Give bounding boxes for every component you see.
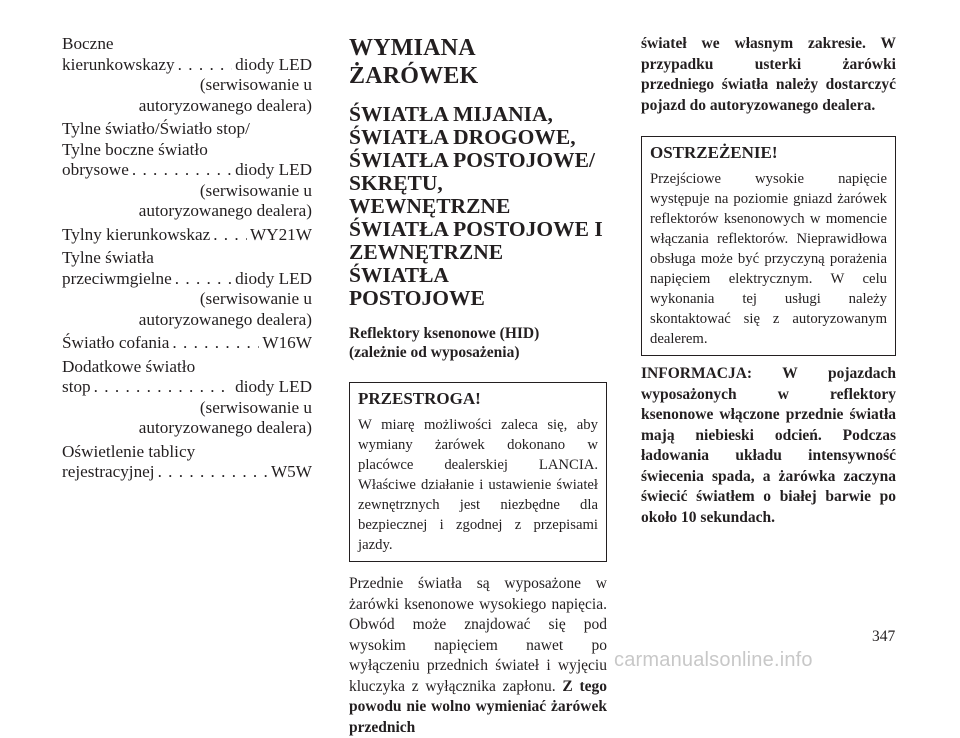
heading-line: Reflektory ksenonowe (HID) (349, 325, 540, 342)
bulb-entry (62, 442, 312, 483)
xenon-paragraph-normal: Przednie światła są wyposażone w żarówki ksenonowe wysokiego napięcia. Obwód może znajdować się pod wysokim napięciem nawet po wyłączeniu przednich świateł i wyjęciu kluczyka z wyłącznika zapłonu. (349, 575, 607, 695)
bulb-label: stop (62, 377, 91, 396)
bulb-label: Światło cofania (62, 333, 170, 352)
caution-body: W miarę możliwości zaleca się, aby wymiany żarówek dokonano w placówce dealerskiej LANCIA. Właściwe działanie i ustawienie świateł zewnętrznych jest niezbędne dla bezpiecznej i zgodnej z przepisami jazdy. (358, 417, 598, 553)
warning-box (641, 136, 896, 356)
bulb-entry (62, 357, 312, 439)
bulb-label: Tylny kierunkowskaz (62, 224, 211, 244)
right-column (641, 34, 896, 528)
bulb-label: kierunkowskazy (62, 54, 175, 74)
bulb-label: Tylne światła (62, 248, 154, 267)
dot-leader (132, 160, 232, 181)
caution-title: PRZESTROGA! (358, 389, 481, 408)
bulb-entry (62, 225, 312, 246)
heading-line: ŚWIATŁA DROGOWE, (349, 125, 576, 149)
bulb-label: Boczne (62, 34, 114, 53)
section-title: WYMIANA ŻARÓWEK (349, 35, 479, 89)
bulb-table (62, 34, 312, 486)
bulb-note: autoryzowanego dealera) (138, 418, 312, 437)
bulb-row (62, 269, 312, 290)
bulb-value: diody LED (235, 54, 312, 74)
dot-leader (172, 333, 259, 354)
bulb-label: Tylne światło/Światło stop/ (62, 119, 250, 138)
bulb-note: (serwisowanie u (199, 180, 312, 200)
xenon-paragraph-bold-continued: świateł we własnym zakresie. W przypadku usterki żarówki przedniego światła należy dostarczyć pojazd do autoryzowanego dealera. (641, 35, 896, 114)
watermark: carmanualsonline.info (614, 649, 813, 671)
bulb-row (62, 225, 312, 246)
bulb-value: diody LED (235, 268, 312, 288)
dot-leader (213, 225, 247, 246)
dot-leader (94, 377, 232, 398)
xenon-paragraph (349, 574, 607, 738)
bulb-row (62, 462, 312, 483)
bulb-value: WY21W (249, 224, 312, 244)
bulb-entry (62, 34, 312, 116)
heading-line: ŚWIATŁA MIJANIA, (349, 102, 553, 126)
bulb-label: obrysowe (62, 160, 129, 179)
bulb-value: W5W (270, 462, 312, 481)
bulb-note: autoryzowanego dealera) (138, 201, 312, 220)
bulb-value: diody LED (235, 160, 312, 179)
bulb-row (62, 160, 312, 181)
bulb-entry (62, 333, 312, 354)
heading-line: POSTOJOWE (349, 286, 485, 310)
info-note: INFORMACJA: W pojazdach wyposażonych w reflektory ksenonowe włączone przednie światła mają niebieski odcień. Podczas ładowania układu intensywność świecenia spada, a żarówka zaczyna świecić światłem o białej barwie po około 10 sekundach. (641, 365, 896, 526)
bulb-value: W16W (262, 333, 312, 352)
page-number: 347 (872, 628, 896, 645)
bulb-note: (serwisowanie u (199, 289, 312, 308)
dot-leader (175, 269, 232, 290)
bulb-label: rejestracyjnej (62, 462, 155, 481)
xenon-paragraph-bold-start: Z tego powodu nie wolno wymieniać żarówek przednich (349, 677, 608, 736)
bulb-value: diody LED (235, 377, 312, 396)
heading-line: ŚWIATŁA POSTOJOWE I (349, 217, 603, 241)
heading-line: (zależnie od wyposażenia) (349, 344, 520, 361)
bulb-note: autoryzowanego dealera) (138, 309, 312, 329)
bulb-row (62, 55, 312, 76)
bulb-row (62, 377, 312, 398)
dot-leader (158, 462, 268, 483)
subsection-title (349, 103, 607, 310)
heading-line: ŚWIATŁA POSTOJOWE/ (349, 148, 595, 172)
bulb-note: (serwisowanie u (199, 397, 312, 417)
bulb-label: Tylne boczne światło (62, 139, 208, 159)
warning-title: OSTRZEŻENIE! (650, 143, 778, 162)
bulb-note: (serwisowanie u (199, 75, 312, 94)
warning-body: Przejściowe wysokie napięcie występuje na poziomie gniazd żarówek reflektorów ksenonowych w momencie włączania reflektorów. Nieprawidłowa obsługa może być przyczyną porażenia napięciem elektrycznym. W celu wykonania tej usługi należy skontaktować się z autoryzowanym dealerem. (650, 171, 887, 347)
bulb-label: Oświetlenie tablicy (62, 441, 196, 461)
bulb-note: autoryzowanego dealera) (138, 95, 312, 115)
heading-line: SKRĘTU, WEWNĘTRZNE (349, 171, 511, 218)
xenon-heading (349, 324, 607, 362)
bulb-entry (62, 248, 312, 330)
bulb-label: przeciwmgielne (62, 268, 172, 288)
caution-box (349, 382, 607, 562)
heading-line: ZEWNĘTRZNE ŚWIATŁA (349, 240, 504, 287)
main-column (349, 34, 607, 738)
bulb-row (62, 333, 312, 354)
bulb-entry (62, 119, 312, 222)
dot-leader (178, 55, 232, 76)
bulb-label: Dodatkowe światło (62, 356, 196, 376)
